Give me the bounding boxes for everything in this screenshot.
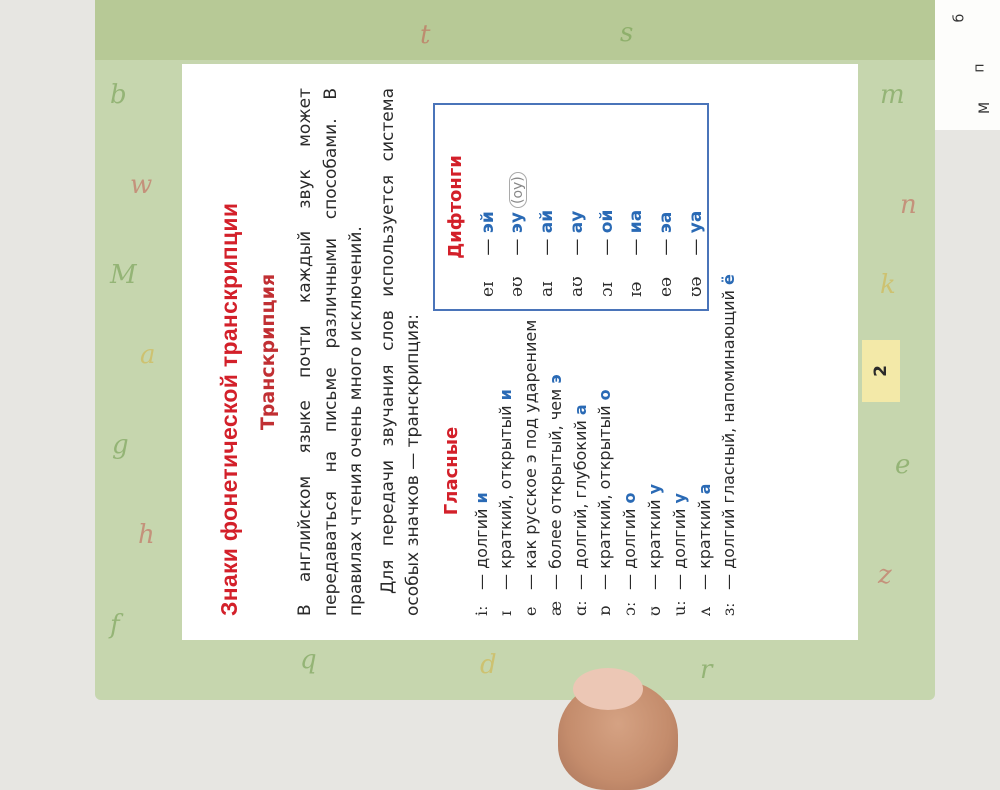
vowel-description: — как русское э под ударением	[521, 319, 541, 590]
decorative-letter: n	[900, 190, 917, 220]
vowel-description: — долгий	[669, 503, 689, 590]
vowel-russian-letter: о	[620, 492, 640, 504]
diphthong-symbol: ʊə	[685, 276, 706, 297]
vowel-description: — долгий гласный, напоминающий	[719, 284, 739, 590]
vowel-russian-letter: э	[545, 374, 565, 384]
diphthong-russian: ой	[596, 209, 617, 234]
vowel-description: — краткий, открытый	[595, 400, 615, 590]
vowel-symbol: ɜː	[719, 602, 739, 616]
diphthong-row: ʊə — уа	[682, 117, 712, 297]
vowels-and-diphthongs	[441, 88, 791, 616]
diphthong-russian: ай	[537, 209, 557, 234]
vowel-symbol: ɔː	[620, 601, 640, 616]
diphthong-russian: уа	[685, 210, 706, 234]
vowel-row	[717, 274, 742, 616]
decorative-letter: d	[480, 650, 497, 680]
decorative-letter: r	[700, 655, 713, 685]
diphthong-symbol: eə	[656, 276, 676, 297]
vowel-symbol: uː	[669, 600, 689, 616]
diphthong-russian: иа	[626, 209, 647, 234]
decorative-letter: w	[130, 170, 153, 200]
decorative-letter: q	[300, 645, 317, 675]
diphthong-row: eɪ — эй	[474, 117, 504, 297]
vowel-russian-letter: и	[496, 389, 516, 401]
vowel-symbol: ɪ	[496, 610, 516, 616]
vowel-russian-letter: у	[645, 483, 665, 495]
transcription-paragraph: Для передачи звучания слов используется система особых значков — транскрипция:	[377, 88, 423, 616]
page-number-tab	[862, 340, 900, 402]
diphthong-row: ɔɪ — ой	[593, 117, 623, 297]
decorative-letter: b	[110, 80, 127, 110]
vowel-symbol: æ	[545, 600, 565, 616]
vowel-russian-letter: а	[570, 404, 590, 416]
vowel-description: — долгий, глубокий	[570, 415, 590, 590]
diphthong-russian: ау	[566, 210, 587, 234]
decorative-letter: a	[140, 340, 156, 370]
diphthong-symbol: ɪə	[626, 281, 647, 297]
vowel-description: — более открытый, чем	[545, 383, 565, 590]
vowel-russian-letter: ё	[719, 274, 739, 285]
diphthong-row: aɪ — ай	[533, 117, 563, 297]
diphthong-russian: эа	[656, 211, 676, 234]
vowel-russian-letter: и	[471, 492, 491, 504]
next-page-fragment: М	[977, 101, 994, 115]
vowel-row	[494, 326, 519, 616]
diphthong-row: eə — эа	[652, 117, 682, 297]
diphthongs-heading: Дифтонги	[444, 155, 466, 259]
vowel-description: — краткий, открытый	[496, 400, 516, 590]
page-number: 2	[871, 365, 891, 377]
diphthong-alternative: (оу)	[509, 172, 527, 208]
vowel-row	[544, 326, 569, 616]
vowel-row	[643, 326, 668, 616]
vowel-description: — долгий	[471, 503, 491, 590]
diphthong-row: ɪə — иа	[622, 117, 652, 297]
vowel-row	[693, 326, 718, 616]
intro-paragraph: В английском языке почти каждый звук может передаваться на письме различными способами. В правилах чтения очень много исключений.	[295, 88, 366, 616]
vowel-description: — краткий	[645, 494, 665, 590]
decorative-letter: e	[895, 450, 911, 480]
vowel-row	[593, 326, 618, 616]
page-title: Знаки фонетической транскрипции	[216, 202, 242, 616]
vowel-description: — долгий	[620, 503, 640, 590]
next-page-edge	[935, 0, 1000, 130]
diphthong-symbol: aɪ	[537, 281, 557, 297]
vowel-row	[668, 326, 693, 616]
page-top-band	[95, 0, 935, 60]
vowel-symbol: ɒ	[595, 605, 615, 616]
next-page-fragment: п	[971, 63, 988, 73]
decorative-letter: s	[620, 18, 634, 48]
diphthong-row: aʊ — ау	[563, 117, 593, 297]
rotated-content	[182, 64, 858, 640]
diphthong-symbol: ɔɪ	[596, 282, 617, 297]
vowel-symbol: ʌ	[694, 606, 714, 616]
vowel-symbol: e	[521, 606, 541, 616]
decorative-letter: z	[878, 560, 892, 590]
decorative-letter: m	[880, 80, 905, 110]
decorative-letter: t	[420, 20, 431, 50]
decorative-letter: M	[110, 260, 137, 290]
diphthong-symbol: eɪ	[477, 281, 498, 297]
decorative-letter: k	[880, 270, 896, 300]
diphthong-symbol: aʊ	[566, 276, 587, 297]
vowel-row	[470, 326, 495, 616]
diphthongs-box	[433, 103, 709, 311]
vowel-description: — краткий	[694, 494, 714, 590]
vowel-russian-letter: у	[669, 493, 689, 504]
vowel-row	[569, 326, 594, 616]
next-page-fragment: б	[951, 13, 968, 23]
vowel-russian-letter: а	[694, 483, 714, 495]
vowels-heading: Гласные	[440, 426, 462, 516]
vowel-russian-letter: о	[595, 389, 615, 401]
vowel-symbol: ʊ	[645, 606, 665, 616]
decorative-letter: g	[112, 430, 129, 460]
decorative-letter: f	[110, 610, 120, 640]
vowel-row	[519, 319, 544, 616]
fingernail	[573, 668, 643, 710]
vowel-symbol: iː	[471, 605, 491, 616]
diphthong-russian: эу	[507, 212, 528, 234]
text-panel	[182, 64, 858, 640]
vowel-row	[618, 326, 643, 616]
diphthong-row: əʊ — эу(оу)	[503, 117, 533, 297]
vowel-symbol: ɑː	[570, 600, 590, 616]
diphthong-symbol: əʊ	[507, 276, 528, 297]
decorative-letter: h	[138, 520, 155, 550]
section-subtitle: Транскрипция	[257, 273, 279, 431]
diphthong-russian: эй	[477, 211, 498, 234]
